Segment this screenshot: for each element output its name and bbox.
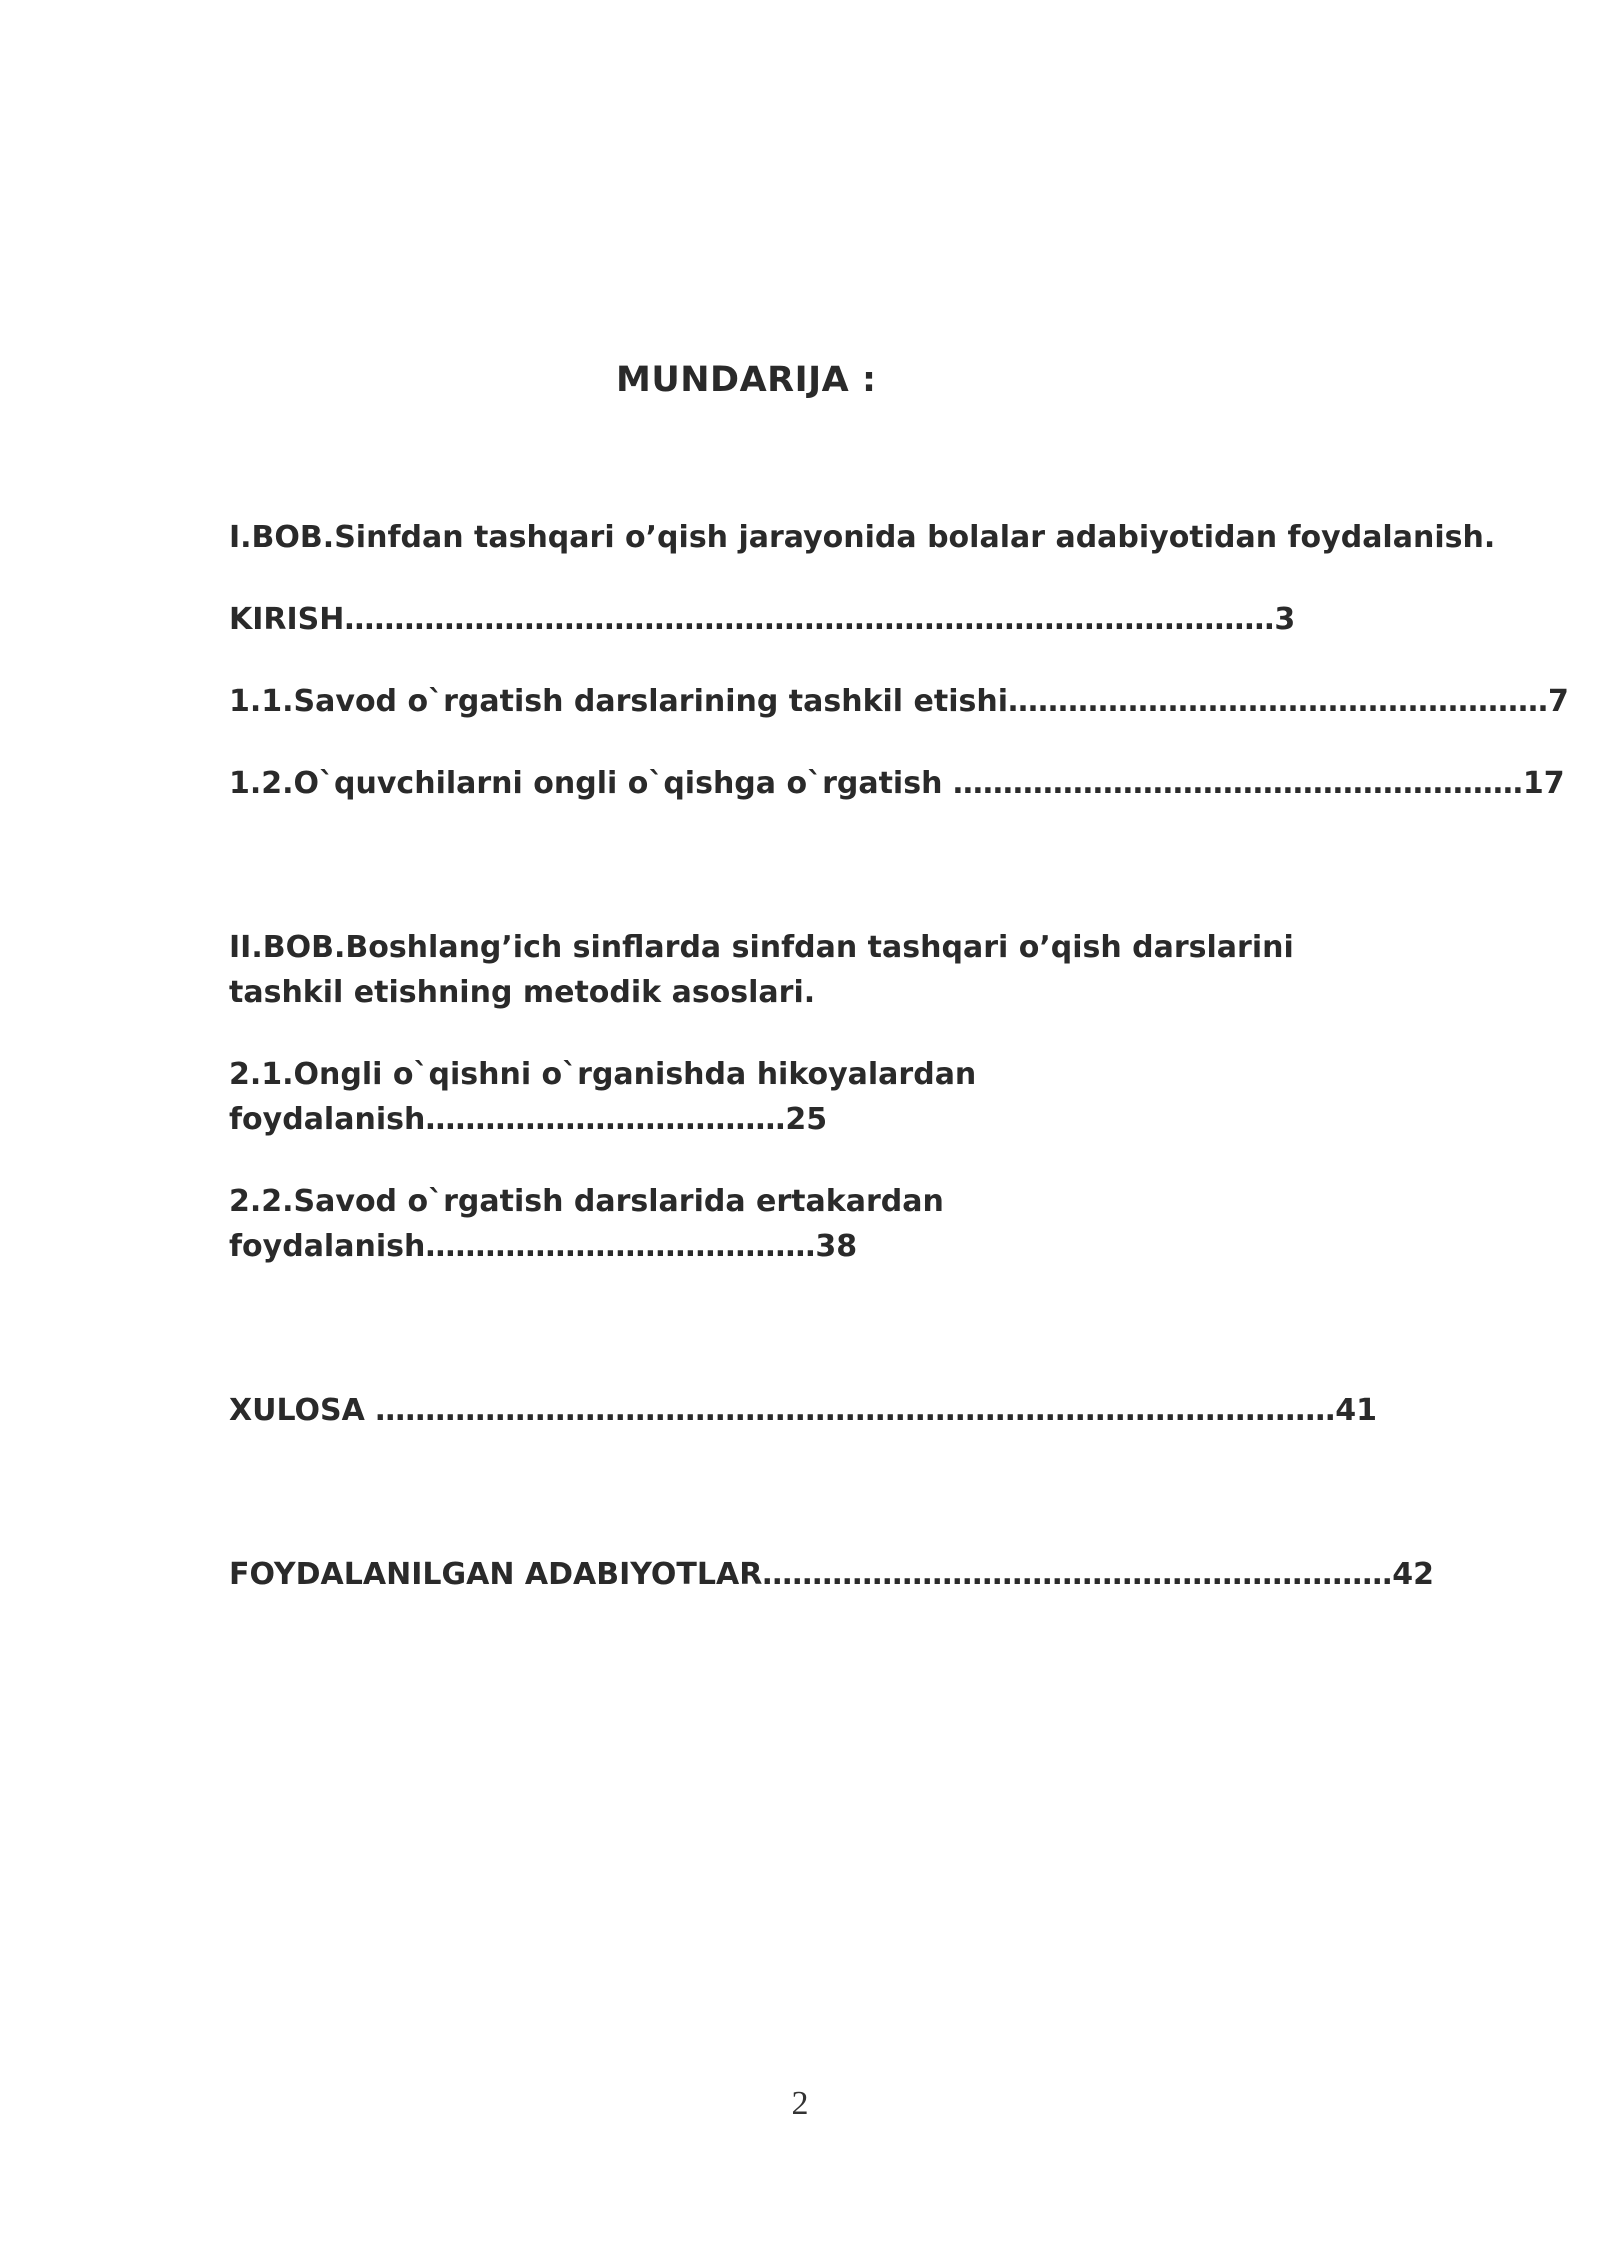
toc-entry-1-2: 1.2.O`quvchilarni ongli o`qishga o`rgatish …………………………………………………17	[229, 766, 1565, 801]
toc-entry-xulosa: XULOSA ……………………………………………………………………………………41	[229, 1393, 1378, 1428]
toc-entry-2-2-line-1: 2.2.Savod o`rgatish darslarida ertakardan	[229, 1184, 944, 1219]
toc-entry-2-1-line-2: foydalanish………………………………25	[229, 1102, 828, 1137]
page-title: MUNDARIJA :	[616, 360, 877, 400]
chapter-2-heading: II.BOB.Boshlang’ich sinflarda sinfdan tashqari o’qish darslarini tashkil etishning metodik asoslari.	[229, 930, 1294, 1010]
toc-entry-2-2-line-2: foydalanish…………………………………38	[229, 1229, 858, 1264]
chapter-1-heading: I.BOB.Sinfdan tashqari o’qish jarayonida bolalar adabiyotidan foydalanish.	[229, 520, 1496, 555]
toc-entry-1-1: 1.1.Savod o`rgatish darslarining tashkil etishi………………………………………………7	[229, 684, 1569, 719]
toc-entry-2-1-line-1: 2.1.Ongli o`qishni o`rganishda hikoyalardan	[229, 1057, 977, 1092]
toc-entry-adabiyotlar: FOYDALANILGAN ADABIYOTLAR………………………………………………………42	[229, 1557, 1435, 1592]
page-number: 2	[791, 2085, 809, 2122]
toc-entry-kirish: KIRISH…………………………………………………………………………………3	[229, 602, 1296, 637]
